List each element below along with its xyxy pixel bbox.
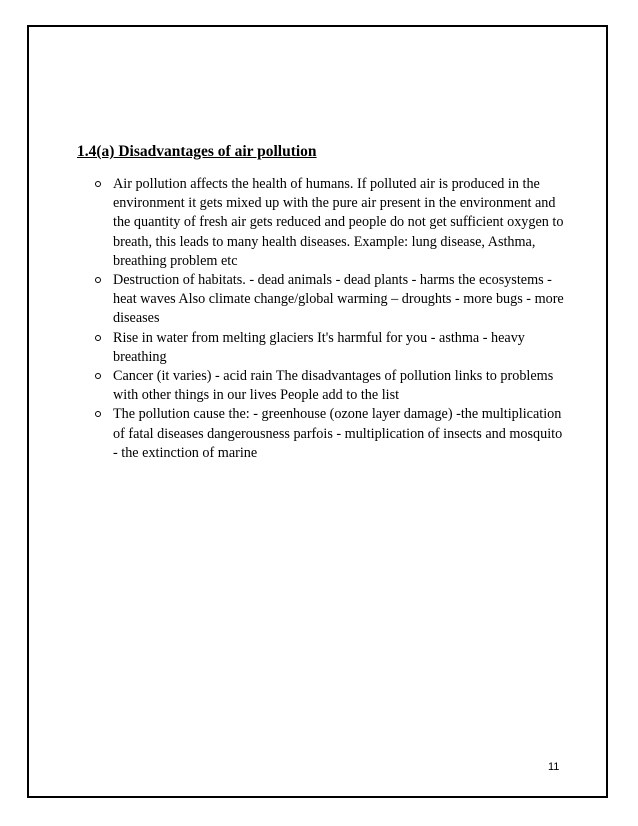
bullet-icon [95, 335, 101, 341]
bullet-icon [95, 411, 101, 417]
bullet-icon [95, 181, 101, 187]
list-item [95, 367, 565, 405]
list-item [95, 271, 565, 329]
list-item-text: Rise in water from melting glaciers It's harmful for you - asthma - heavy breathing [113, 329, 525, 365]
list-item [95, 175, 565, 271]
disadvantages-list [95, 175, 565, 463]
bullet-icon [95, 373, 101, 379]
list-item [95, 329, 565, 367]
list-item-text: The pollution cause the: - greenhouse (ozone layer damage) -the multiplication of fatal diseases dangerousness parfois - multiplication of insects and mosquito - the extinction of marine [113, 406, 563, 461]
bullet-icon [95, 277, 101, 283]
page-number: 11 [548, 761, 560, 773]
list-item [95, 405, 565, 463]
section-heading: 1.4(a) Disadvantages of air pollution [77, 143, 317, 160]
list-item-text: Cancer (it varies) - acid rain The disadvantages of pollution links to problems with other things in our lives People add to the list [113, 368, 554, 404]
list-item-text: Air pollution affects the health of humans. If polluted air is produced in the environment it gets mixed up with the pure air present in the environment and the quantity of fresh air gets reduced and people do not get sufficient oxygen to breath, this leads to many health diseases. Example: lung disease, Asthma, breathing problem etc [113, 176, 564, 269]
list-item-text: Destruction of habitats. - dead animals - dead plants - harms the ecosystems - heat waves Also climate change/global warming – droughts - more bugs - more diseases [113, 272, 564, 327]
